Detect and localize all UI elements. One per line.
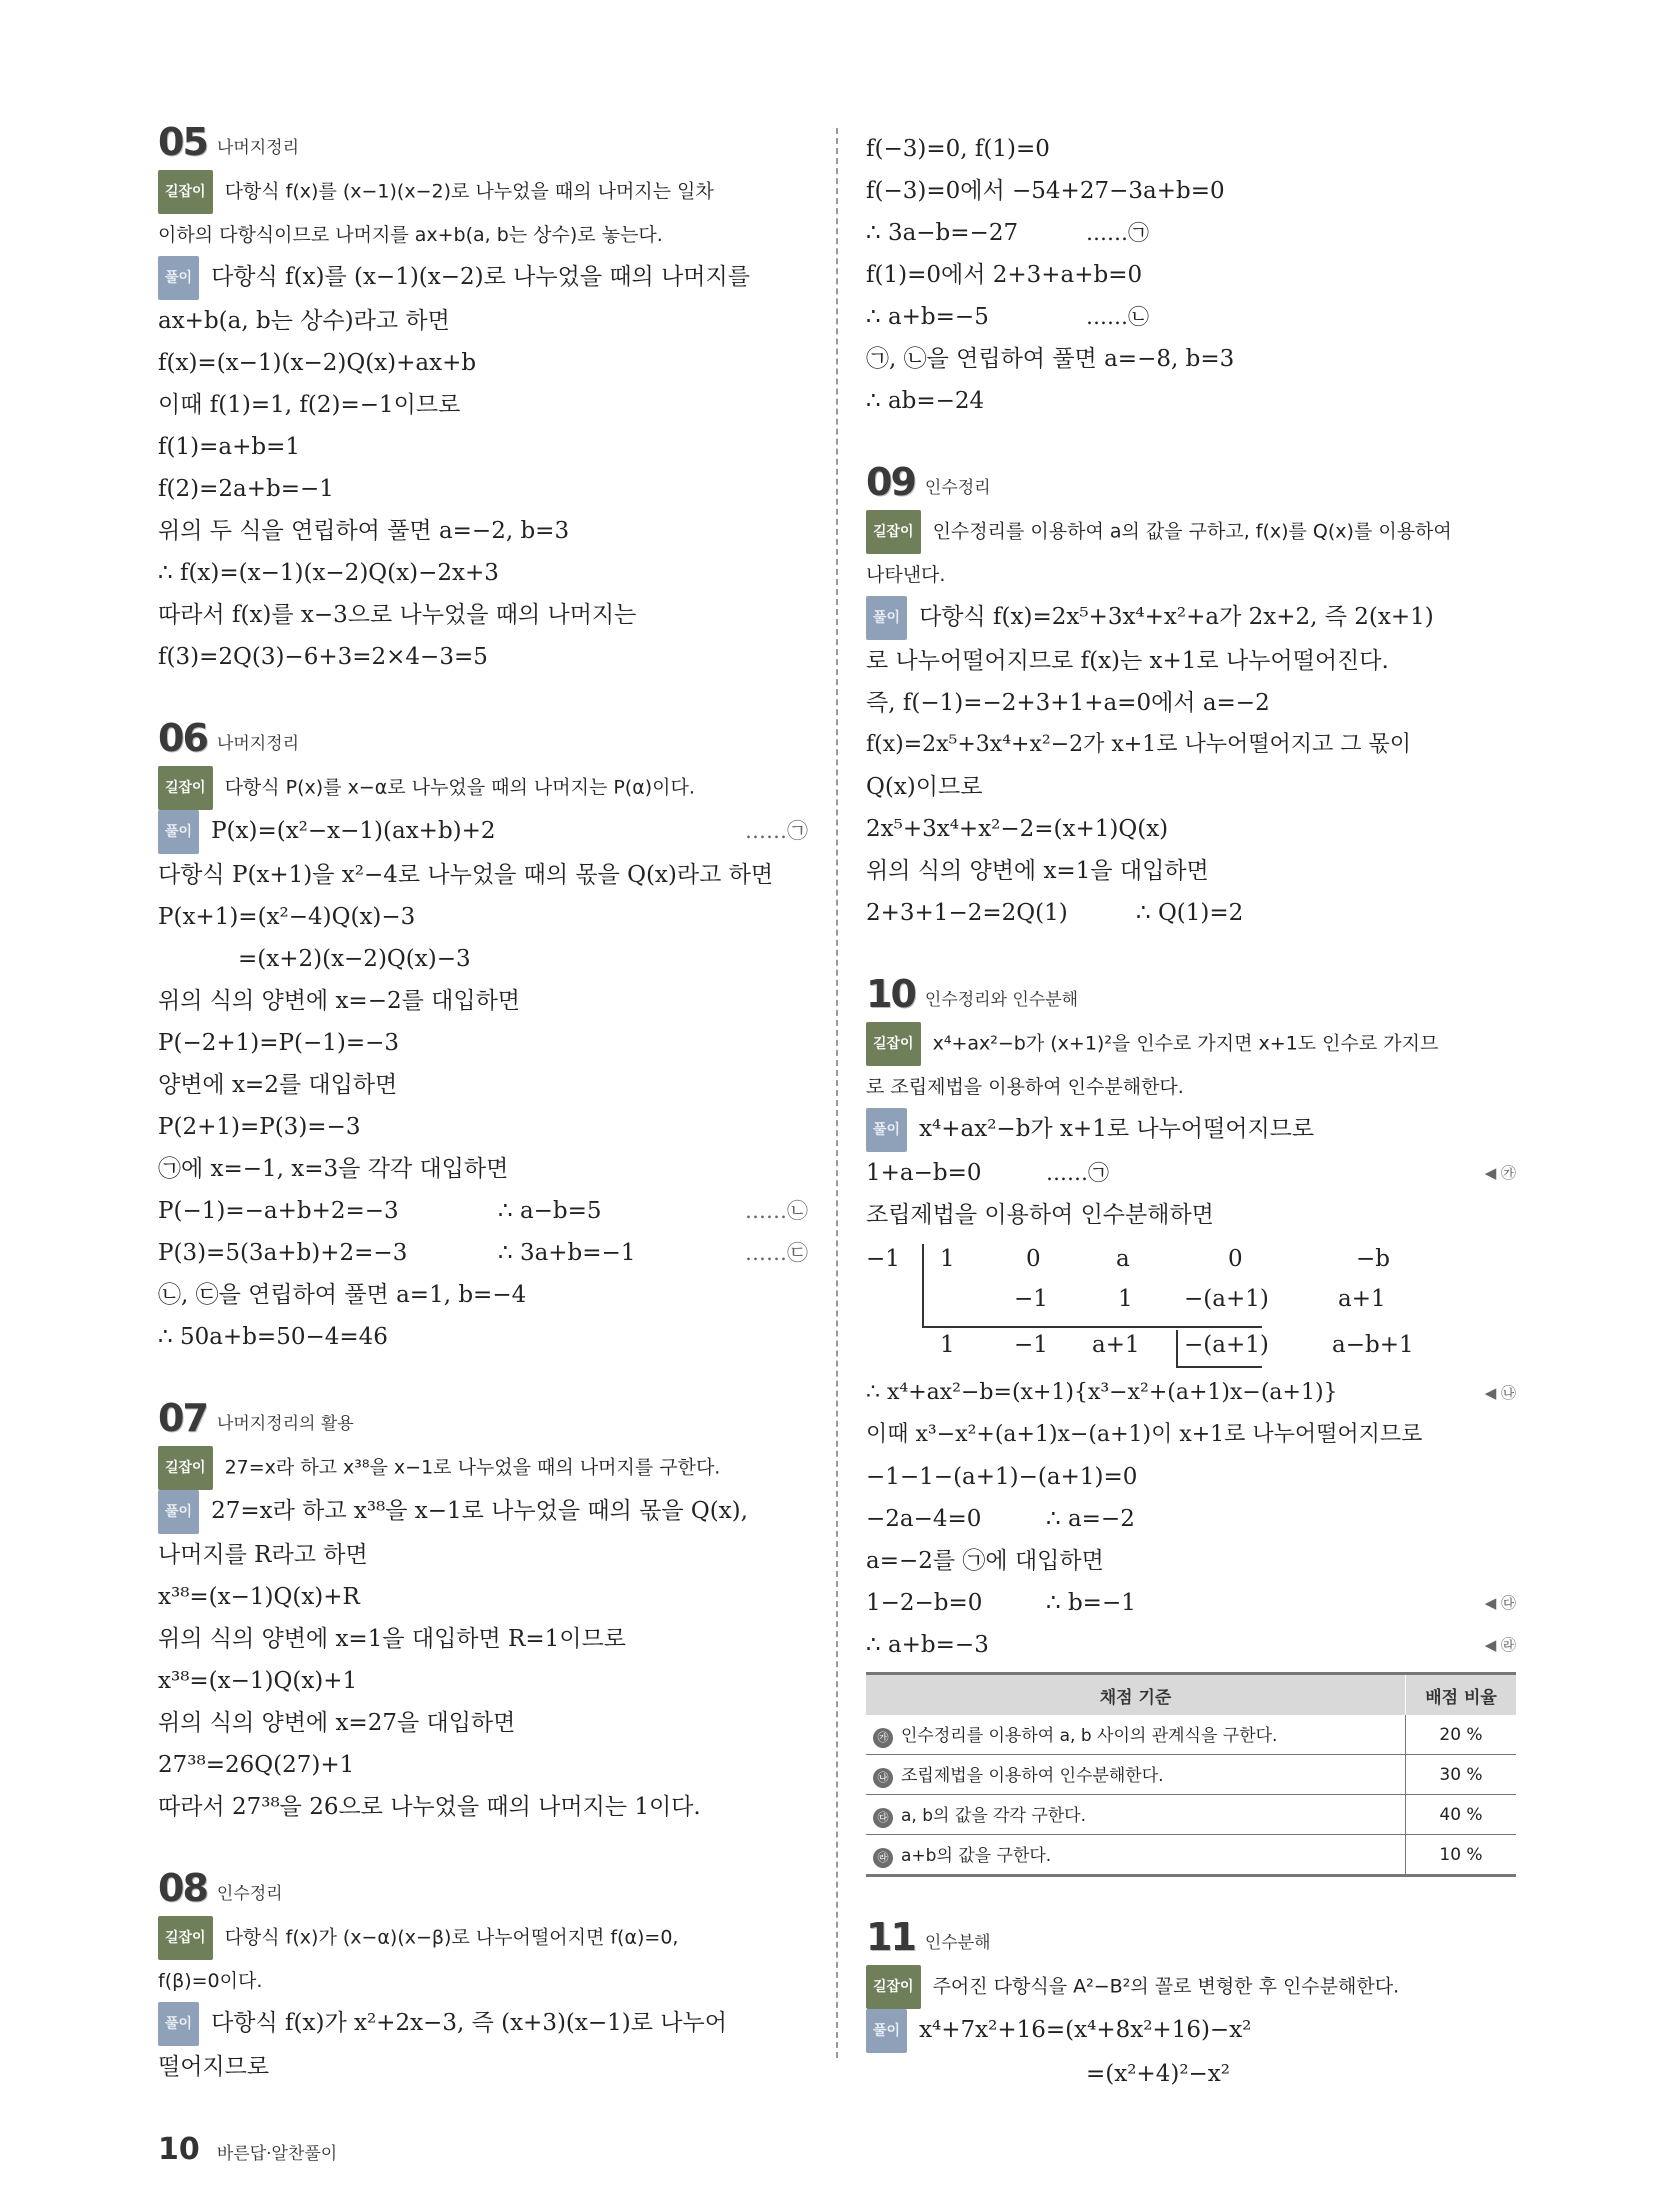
equation-mark: ……㉠: [1046, 1161, 1109, 1185]
solution-line: 위의 식의 양변에 x=1을 대입하면: [866, 858, 1209, 884]
solution-line: 따라서 f(x)를 x−3으로 나누었을 때의 나머지는: [158, 602, 637, 628]
step-marker: ◀ ㉰: [1484, 1594, 1516, 1612]
solution-line: 이때 f(1)=1, f(2)=−1이므로: [158, 392, 461, 418]
quotient-value: −(a+1): [1184, 1332, 1269, 1358]
section-header: [158, 1866, 808, 1910]
hint-line: 로 조립제법을 이용하여 인수분해한다.: [866, 1076, 1184, 1098]
hint-badge: 길잡이: [866, 1965, 921, 2009]
solution-line: −2a−4=0 ∴ a=−2: [866, 1506, 1135, 1532]
column-divider: [836, 128, 838, 2058]
coefficient: −b: [1356, 1246, 1390, 1272]
product-value: −1: [1014, 1286, 1048, 1312]
section-09: [866, 460, 1516, 934]
solution-line: 풀이 P(x)=(x²−x−1)(ax+b)+2 ……㉠: [158, 810, 808, 854]
solution-line: 27³⁸=26Q(27)+1: [158, 1752, 355, 1778]
section-08: [158, 1866, 808, 2088]
hint-line: f(β)=0이다.: [158, 1970, 263, 1992]
table-cell: 20 %: [1406, 1715, 1517, 1755]
table-header: 배점 비율: [1406, 1674, 1517, 1716]
solution-line: 풀이 다항식 f(x)=2x⁵+3x⁴+x²+a가 2x+2, 즉 2(x+1): [866, 596, 1516, 640]
synthetic-division: [866, 1240, 1516, 1366]
section-header: [158, 1396, 808, 1440]
solution-line: 위의 식의 양변에 x=27을 대입하면: [158, 1710, 516, 1736]
solution-line: 풀이 27=x라 하고 x³⁸을 x−1로 나누었을 때의 몫을 Q(x),: [158, 1490, 808, 1534]
solution-line: f(3)=2Q(3)−6+3=2×4−3=5: [158, 644, 488, 670]
section-header: [866, 460, 1516, 504]
divisor-value: −1: [866, 1246, 900, 1272]
quotient-value: 1: [940, 1332, 955, 1358]
section-title: 인수정리와 인수분해: [924, 989, 1079, 1010]
section-header: [866, 972, 1516, 1016]
solution-line: x³⁸=(x−1)Q(x)+1: [158, 1668, 358, 1694]
solution-line: x³⁸=(x−1)Q(x)+R: [158, 1584, 360, 1610]
section-number: 07: [158, 1396, 207, 1440]
solution-line: f(1)=0에서 2+3+a+b=0: [866, 262, 1143, 288]
solution-line: f(−3)=0, f(1)=0: [866, 136, 1050, 162]
product-value: −(a+1): [1184, 1286, 1269, 1312]
quotient-value: −1: [1014, 1332, 1048, 1358]
solution-line: 위의 두 식을 연립하여 풀면 a=−2, b=3: [158, 518, 570, 544]
section-header: [866, 1915, 1516, 1959]
solution-line: 풀이 다항식 f(x)가 x²+2x−3, 즉 (x+3)(x−1)로 나누어: [158, 2002, 808, 2046]
section-10: [866, 972, 1516, 1877]
solution-line: 풀이 x⁴+7x²+16=(x⁴+8x²+16)−x²: [866, 2009, 1516, 2053]
table-row: ㉰ a, b의 값을 각각 구한다. 40 %: [866, 1795, 1516, 1835]
solution-line: ∴ 3a−b=−27 ……㉠: [866, 212, 1516, 254]
solution-line: =(x²+4)²−x²: [1086, 2061, 1230, 2087]
hint-line: 길잡이 다항식 f(x)를 (x−1)(x−2)로 나누었을 때의 나머지는 일차: [158, 170, 808, 214]
left-column: [158, 120, 808, 2126]
table-cell: 30 %: [1406, 1755, 1517, 1795]
page-number: 10: [158, 2132, 200, 2167]
step-circle: ㉮: [873, 1728, 893, 1748]
solution-line: f(x)=(x−1)(x−2)Q(x)+ax+b: [158, 350, 477, 376]
solution-line: 양변에 x=2를 대입하면: [158, 1072, 398, 1098]
section-05: [158, 120, 808, 678]
section-title: 인수분해: [924, 1932, 991, 1953]
hint-badge: 길잡이: [866, 1022, 921, 1066]
page-footer: [158, 2132, 337, 2167]
solution-line: ∴ a+b=−3 ◀ ㉱: [866, 1624, 1516, 1666]
solution-line: P(3)=5(3a+b)+2=−3 ∴ 3a+b=−1 ……㉢: [158, 1232, 808, 1274]
step-marker: ◀ ㉱: [1484, 1636, 1516, 1654]
table-header: 채점 기준: [866, 1674, 1406, 1716]
hint-line: 길잡이 다항식 f(x)가 (x−α)(x−β)로 나누어떨어지면 f(α)=0,: [158, 1916, 808, 1960]
coefficient: a: [1116, 1246, 1130, 1272]
equation-mark: ……㉠: [745, 819, 808, 843]
table-cell: 40 %: [1406, 1795, 1517, 1835]
product-value: 1: [1118, 1286, 1133, 1312]
solution-line: 조립제법을 이용하여 인수분해하면: [866, 1202, 1214, 1228]
section-number: 05: [158, 120, 207, 164]
solution-line: 떨어지므로: [158, 2054, 270, 2080]
solution-badge: 풀이: [158, 2002, 199, 2046]
section-title: 나머지정리: [216, 137, 300, 158]
section-header: [158, 716, 808, 760]
table-cell: 10 %: [1406, 1835, 1517, 1876]
section-number: 08: [158, 1866, 207, 1910]
solution-line: 나머지를 R라고 하면: [158, 1542, 368, 1568]
equation-mark: ……㉡: [1086, 305, 1149, 329]
step-circle: ㉱: [873, 1848, 893, 1868]
solution-line: 로 나누어떨어지므로 f(x)는 x+1로 나누어떨어진다.: [866, 648, 1389, 674]
section-number: 11: [866, 1915, 915, 1959]
solution-line: 1−2−b=0 ∴ b=−1 ◀ ㉰: [866, 1582, 1516, 1624]
right-column: [866, 128, 1516, 2133]
hint-line: 길잡이 주어진 다항식을 A²−B²의 꼴로 변형한 후 인수분해한다.: [866, 1965, 1516, 2009]
hint-line: 길잡이 인수정리를 이용하여 a의 값을 구하고, f(x)를 Q(x)를 이용하여: [866, 510, 1516, 554]
coefficient: 1: [940, 1246, 955, 1272]
solution-badge: 풀이: [866, 2009, 907, 2053]
solution-line: P(2+1)=P(3)=−3: [158, 1114, 361, 1140]
solution-badge: 풀이: [158, 810, 199, 854]
step-marker: ◀ ㉮: [1484, 1164, 1516, 1182]
solution-line: ㉡, ㉢을 연립하여 풀면 a=1, b=−4: [158, 1282, 527, 1308]
equation-mark: ……㉡: [745, 1199, 808, 1223]
section-07: [158, 1396, 808, 1828]
solution-line: P(−2+1)=P(−1)=−3: [158, 1030, 400, 1056]
equation-mark: ……㉢: [745, 1241, 808, 1265]
hint-badge: 길잡이: [158, 170, 213, 214]
hint-line: 길잡이 다항식 P(x)를 x−α로 나누었을 때의 나머지는 P(α)이다.: [158, 766, 808, 810]
solution-line: 위의 식의 양변에 x=−2를 대입하면: [158, 988, 521, 1014]
table-row: ㉮ 인수정리를 이용하여 a, b 사이의 관계식을 구한다. 20 %: [866, 1715, 1516, 1755]
footer-title: 바른답·알찬풀이: [216, 2144, 338, 2164]
section-11: [866, 1915, 1516, 2095]
solution-line: ∴ ab=−24: [866, 388, 985, 414]
hint-line: 나타낸다.: [866, 564, 946, 586]
solution-line: ∴ a+b=−5 ……㉡: [866, 296, 1516, 338]
table-row: ㉯ 조립제법을 이용하여 인수분해한다. 30 %: [866, 1755, 1516, 1795]
division-horizontal-line: [922, 1326, 1262, 1328]
section-header: [158, 120, 808, 164]
solution-line: f(x)=2x⁵+3x⁴+x²−2가 x+1로 나누어떨어지고 그 몫이: [866, 732, 1411, 757]
solution-line: f(1)=a+b=1: [158, 434, 300, 460]
solution-line: 2x⁵+3x⁴+x²−2=(x+1)Q(x): [866, 816, 1169, 842]
hint-badge: 길잡이: [866, 510, 921, 554]
step-circle: ㉯: [873, 1768, 893, 1788]
hint-badge: 길잡이: [158, 1446, 213, 1490]
hint-line: 이하의 다항식이므로 나머지를 ax+b(a, b는 상수)로 놓는다.: [158, 224, 663, 246]
solution-line: f(2)=2a+b=−1: [158, 476, 334, 502]
section-08-continued: [866, 128, 1516, 422]
solution-badge: 풀이: [158, 1490, 199, 1534]
section-06: [158, 716, 808, 1358]
section-number: 09: [866, 460, 915, 504]
solution-line: 1+a−b=0 ……㉠ ◀ ㉮: [866, 1152, 1516, 1194]
solution-line: a=−2를 ㉠에 대입하면: [866, 1548, 1104, 1574]
table-row: ㉱ a+b의 값을 구한다. 10 %: [866, 1835, 1516, 1876]
solution-line: 풀이 x⁴+ax²−b가 x+1로 나누어떨어지므로: [866, 1108, 1516, 1152]
solution-line: ax+b(a, b는 상수)라고 하면: [158, 308, 450, 334]
section-title: 인수정리: [924, 477, 991, 498]
solution-line: 따라서 27³⁸을 26으로 나누었을 때의 나머지는 1이다.: [158, 1794, 701, 1820]
solution-badge: 풀이: [158, 256, 199, 300]
coefficient: 0: [1228, 1246, 1243, 1272]
product-value: a+1: [1338, 1286, 1386, 1312]
solution-line: P(−1)=−a+b+2=−3 ∴ a−b=5 ……㉡: [158, 1190, 808, 1232]
step-marker: ◀ ㉯: [1484, 1384, 1516, 1402]
hint-badge: 길잡이: [158, 1916, 213, 1960]
solution-line: ㉠에 x=−1, x=3을 각각 대입하면: [158, 1156, 509, 1182]
scoring-table: [866, 1672, 1516, 1877]
solution-line: 다항식 P(x+1)을 x²−4로 나누었을 때의 몫을 Q(x)라고 하면: [158, 862, 774, 888]
solution-line: 위의 식의 양변에 x=1을 대입하면 R=1이므로: [158, 1626, 626, 1652]
solution-line: P(x+1)=(x²−4)Q(x)−3: [158, 904, 416, 930]
section-title: 나머지정리: [216, 733, 300, 754]
solution-line: −1−1−(a+1)−(a+1)=0: [866, 1464, 1138, 1490]
section-title: 나머지정리의 활용: [216, 1413, 354, 1434]
hint-line: 길잡이 27=x라 하고 x³⁸을 x−1로 나누었을 때의 나머지를 구한다.: [158, 1446, 808, 1490]
table-header-row: [866, 1674, 1516, 1716]
hint-badge: 길잡이: [158, 766, 213, 810]
solution-line: 2+3+1−2=2Q(1) ∴ Q(1)=2: [866, 900, 1244, 926]
step-circle: ㉰: [873, 1808, 893, 1828]
solution-line: =(x+2)(x−2)Q(x)−3: [238, 946, 471, 972]
solution-line: f(−3)=0에서 −54+27−3a+b=0: [866, 178, 1225, 204]
solution-line: ∴ x⁴+ax²−b=(x+1){x³−x²+(a+1)x−(a+1)} ◀ ㉯: [866, 1372, 1516, 1414]
solution-line: 이때 x³−x²+(a+1)x−(a+1)이 x+1로 나누어떨어지므로: [866, 1422, 1423, 1447]
solution-line: 즉, f(−1)=−2+3+1+a=0에서 a=−2: [866, 690, 1270, 716]
solution-badge: 풀이: [866, 596, 907, 640]
hint-line: 길잡이 x⁴+ax²−b가 (x+1)²을 인수로 가지면 x+1도 인수로 가지므: [866, 1022, 1516, 1066]
coefficient: 0: [1026, 1246, 1041, 1272]
solution-line: ㉠, ㉡을 연립하여 풀면 a=−8, b=3: [866, 346, 1235, 372]
quotient-value: a+1: [1092, 1332, 1140, 1358]
remainder-value: a−b+1: [1332, 1332, 1414, 1358]
section-number: 10: [866, 972, 915, 1016]
equation-mark: ……㉠: [1086, 221, 1149, 245]
solution-line: Q(x)이므로: [866, 774, 983, 800]
section-number: 06: [158, 716, 207, 760]
solution-line: 풀이 다항식 f(x)를 (x−1)(x−2)로 나누었을 때의 나머지를: [158, 256, 808, 300]
solution-line: ∴ f(x)=(x−1)(x−2)Q(x)−2x+3: [158, 560, 499, 586]
division-vertical-line: [922, 1244, 924, 1326]
solution-badge: 풀이: [866, 1108, 907, 1152]
section-title: 인수정리: [216, 1883, 283, 1904]
solution-line: ∴ 50a+b=50−4=46: [158, 1324, 388, 1350]
